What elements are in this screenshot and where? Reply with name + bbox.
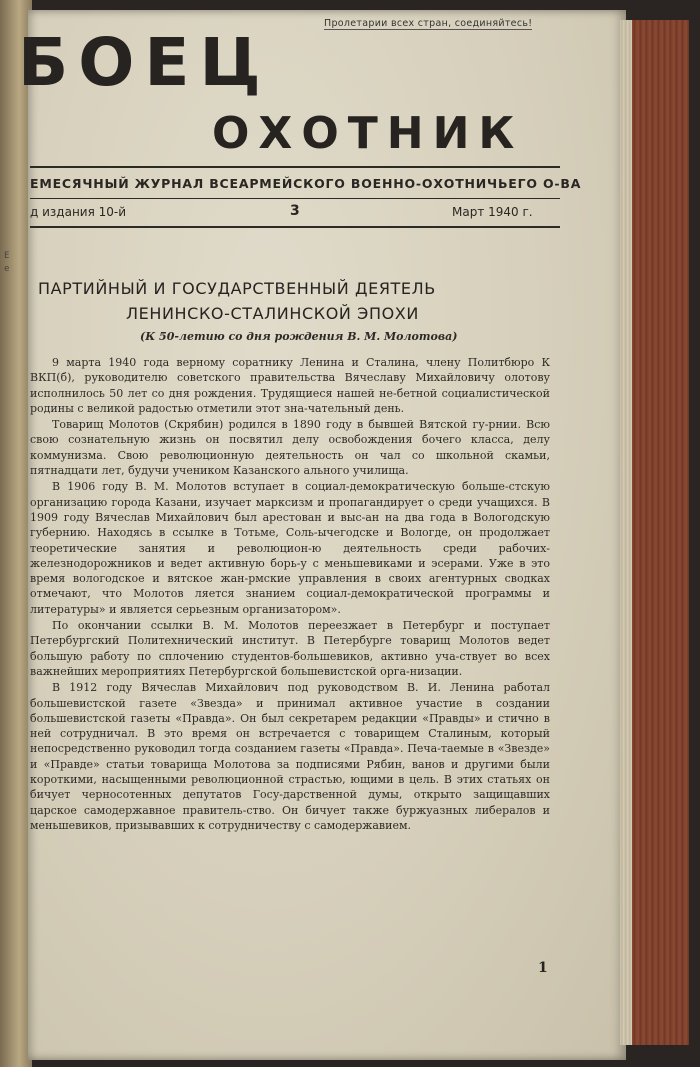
masthead-title-line1: БОЕЦ (18, 24, 271, 101)
article-title-line1: ПАРТИЙНЫЙ И ГОСУДАРСТВЕННЫЙ ДЕЯТЕЛЬ (38, 279, 436, 298)
margin-mark: Е (4, 251, 10, 261)
rule-divider (30, 198, 560, 199)
publication-year: д издания 10-й (30, 205, 127, 219)
masthead-subtitle: ЕМЕСЯЧНЫЙ ЖУРНАЛ ВСЕАРМЕЙСКОГО ВОЕННО-ОХОТНИЧЬЕГО О-ВА (30, 176, 582, 191)
rule-divider (30, 166, 560, 168)
article-title-line2: ЛЕНИНСКО-СТАЛИНСКОЙ ЭПОХИ (126, 304, 419, 323)
article-subtitle: (К 50-летию со дня рождения В. М. Молотова) (140, 330, 458, 343)
article-paragraph: В 1912 году Вячеслав Михайлович под руководством В. И. Ленина работал большевистской газете «Звезда» и принимал активное участие в создании большевистской газеты «Правда». Он был секретарем редакции «Правды» и стично в ней сотрудничал. В это время он встречается с товарищем Сталиным, который непосредственно руководил тогда созданием газеты «Правда». Печа-таемые в «Звезде» и «Правде» статьи товарища Молотова за подписями Рябин, ванов и другими были короткими, насыщенными революционной страстью, ющими в цель. В этих статьях он бичует черносотенных депутатов Госу-дарственной думы, открыто защищавших царское самодержавное правитель-ство. Он бичует также буржуазных либералов и меньшевиков, призывавших к сотрудничеству с самодержавием. (30, 681, 550, 832)
article-paragraph: Товарищ Молотов (Скрябин) родился в 1890 году в бывшей Вятской гу-рнии. Всю свою сознательную жизнь он посвятил делу освобождения бочего класса, делу коммунизма. Свою революционную деятельность он чал со школьной скамьи, пятнадцати лет, будучи учеником Казанского ального училища. (30, 418, 550, 478)
masthead-motto: Пролетарии всех стран, соединяйтесь! (324, 18, 533, 29)
margin-mark: е (4, 264, 10, 274)
rule-divider (30, 226, 560, 228)
page-number: 1 (538, 960, 548, 976)
masthead-title-line2: ОХОТНИК (212, 108, 524, 159)
article-paragraph: 9 марта 1940 года верному соратнику Ленина и Сталина, члену Политбюро К ВКП(б), руководителю советского правительства Вячеславу Михайловичу олотову исполнилось 50 лет со дня рождения. Трудящиеся нашей не-бетной социалистической родины с великой радостью отметили этот зна-чательный день. (30, 356, 550, 415)
page-edges (620, 20, 632, 1045)
margin-notes (4, 250, 30, 276)
article-body (30, 355, 550, 834)
issue-number: 3 (290, 203, 300, 219)
issue-date: Март 1940 г. (452, 205, 533, 219)
article-paragraph: В 1906 году В. М. Молотов вступает в социал-демократическую больше-стскую организацию города Казани, изучает марксизм и пропагандирует о среди учащихся. В 1909 году Вячеслав Михайлович был арестован и выс-ан на два года в Вологодскую губернию. Находясь в ссылке в Тотьме, Соль-ычегодске и Вологде, он продолжает теоретические занятия и революцион-ю деятельность среди рабочих-железнодорожников и ведет активную борь-у с меньшевиками и эсерами. Уже в это время вологодское и вятское жан-рмские управления в своих агентурных сводках отмечают, что Молотов ляется знанием социал-демократической программы и литературы» и является серьезным организатором». (30, 480, 550, 616)
article-paragraph: По окончании ссылки В. М. Молотов переезжает в Петербург и поступает Петербургский Политехнический институт. В Петербурге товарищ Молотов ведет большую работу по сплочению студентов-большевиков, активно уча-ствует во всех важнейших мероприятиях Петербургской большевистской орга-низации. (30, 619, 550, 678)
